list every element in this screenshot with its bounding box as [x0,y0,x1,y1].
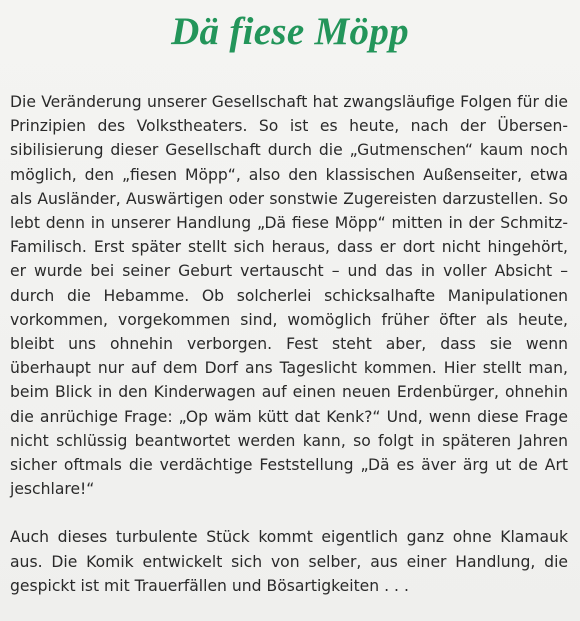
document-body [10,90,568,598]
paragraph-2: Auch dieses turbulente Stück kommt eigentlich ganz ohne Klamauk aus. Die Komik entwickelt sich von selber, aus einer Handlung, die gespickt ist mit Trauerfällen und Bösartigkeiten . . . [10,528,568,595]
document-title: Dä fiese Möpp [171,10,409,53]
paragraph-1: Die Veränderung unserer Gesellschaft hat zwangsläufige Folgen für die Prinzipien des Volkstheaters. So ist es heute, nach der Übersensibilisierung dieser Gesellschaft durch die „Gutmenschen“ kaum noch möglich, den „fiesen Möpp“, also den klassischen Außenseiter, etwa als Ausländer, Auswärtigen oder sonstwie Zugereisten darzustellen. So lebt denn in unserer Handlung „Dä fiese Möpp“ mitten in der Schmitz-Familisch. Erst später stellt sich heraus, dass er dort nicht hingehört, er wurde bei seiner Geburt vertauscht – und das in voller Absicht – durch die Hebamme. Ob solcherlei schicksalhafte Manipulationen vorkommen, vorgekommen sind, womöglich früher öfter als heute, bleibt uns ohnehin verborgen. Fest steht aber, dass sie wenn überhaupt nur auf dem Dorf ans Tageslicht kommen. Hier stellt man, beim Blick in den Kinderwagen auf einen neuen Erdenbürger, ohnehin die anrüchige Frage: „Op wäm kütt dat Kenk?“ Und, wenn diese Frage nicht schlüssig beantwortet werden kann, so folgt in späteren Jahren sicher oftmals die verdächtige Feststellung „Dä es äver ärg ut de Art jeschlare!“ [10,93,568,499]
